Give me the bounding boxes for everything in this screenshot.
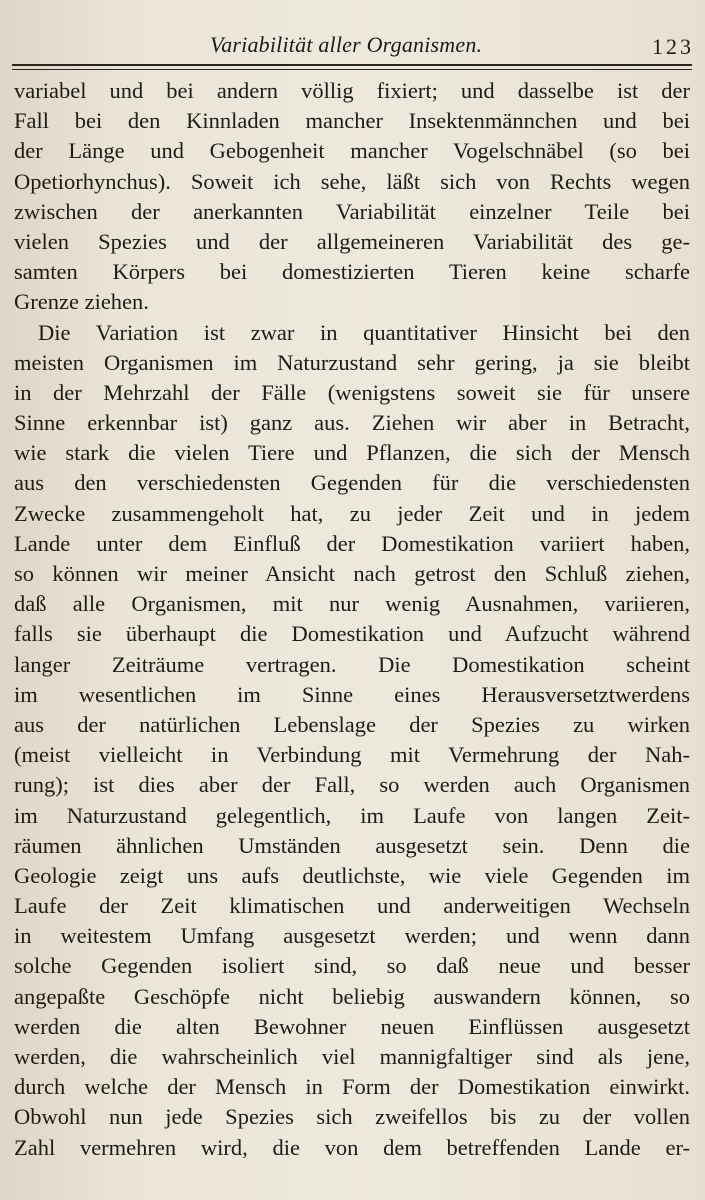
text-line: samten Körpers bei domestizierten Tieren keine scharfe: [14, 259, 690, 285]
body-text: [14, 76, 690, 1163]
text-line: in weitestem Umfang ausgesetzt werden; und wenn dann: [14, 923, 690, 949]
page-number: 123: [652, 34, 694, 59]
text-line: Zahl vermehren wird, die von dem betreffenden Lande er-: [14, 1134, 690, 1160]
text-line: angepaßte Geschöpfe nicht beliebig auswandern können, so: [14, 983, 690, 1009]
text-line: Geologie zeigt uns aufs deutlichste, wie viele Gegenden im: [14, 862, 690, 888]
header-rule-thin: [12, 69, 692, 70]
text-line: Fall bei den Kinnladen mancher Insektenmännchen und bei: [14, 108, 690, 134]
text-line: Lande unter dem Einfluß der Domestikation variiert haben,: [14, 530, 690, 556]
text-line: Grenze ziehen.: [14, 289, 149, 315]
text-line: variabel und bei andern völlig fixiert; und dasselbe ist der: [14, 78, 690, 103]
text-line: im Naturzustand gelegentlich, im Laufe von langen Zeit-: [14, 802, 690, 828]
text-line: Sinne erkennbar ist) ganz aus. Ziehen wir aber in Betracht,: [14, 410, 690, 436]
text-line: solche Gegenden isoliert sind, so daß neue und besser: [14, 953, 690, 979]
text-line: so können wir meiner Ansicht nach getrost den Schluß ziehen,: [14, 561, 690, 586]
text-line: aus den verschiedensten Gegenden für die verschiedensten: [14, 470, 690, 496]
header-rule-thick: [12, 64, 692, 66]
text-line: vielen Spezies und der allgemeineren Variabilität des ge-: [14, 228, 690, 254]
text-line: durch welche der Mensch in Form der Domestikation einwirkt.: [14, 1074, 690, 1100]
text-line: in der Mehrzahl der Fälle (wenigstens soweit sie für unsere: [14, 379, 690, 405]
text-line: werden, die wahrscheinlich viel mannigfaltiger sind als jene,: [14, 1044, 690, 1069]
text-line: der Länge und Gebogenheit mancher Vogelschnäbel (so bei: [14, 138, 690, 164]
text-line: Laufe der Zeit klimatischen und anderweitigen Wechseln: [14, 893, 690, 919]
running-header: [0, 28, 705, 58]
text-line: aus der natürlichen Lebenslage der Spezies zu wirken: [14, 711, 690, 737]
text-line: wie stark die vielen Tiere und Pflanzen, die sich der Mensch: [14, 440, 690, 466]
text-line: meisten Organismen im Naturzustand sehr gering, ja sie bleibt: [14, 349, 690, 375]
text-line: rung); ist dies aber der Fall, so werden auch Organismen: [14, 772, 690, 798]
text-line: räumen ähnlichen Umständen ausgesetzt sein. Denn die: [14, 832, 690, 858]
text-line: Obwohl nun jede Spezies sich zweifellos bis zu der vollen: [14, 1104, 690, 1130]
text-line: langer Zeiträume vertragen. Die Domestikation scheint: [14, 651, 690, 677]
text-line: Zwecke zusammengeholt hat, zu jeder Zeit und in jedem: [14, 500, 690, 526]
running-head-title: Variabilität aller Organismen.: [210, 32, 483, 57]
text-line: zwischen der anerkannten Variabilität einzelner Teile bei: [14, 198, 690, 224]
text-line: werden die alten Bewohner neuen Einflüssen ausgesetzt: [14, 1013, 690, 1039]
text-line: im wesentlichen im Sinne eines Herausversetztwerdens: [14, 681, 690, 707]
text-line: falls sie überhaupt die Domestikation und Aufzucht während: [14, 621, 690, 647]
text-line: Opetiorhynchus). Soweit ich sehe, läßt sich von Rechts wegen: [14, 168, 690, 194]
text-line: daß alle Organismen, mit nur wenig Ausnahmen, variieren,: [14, 591, 690, 617]
text-line: (meist vielleicht in Verbindung mit Vermehrung der Nah-: [14, 742, 690, 768]
text-line: Die Variation ist zwar in quantitativer Hinsicht bei den: [38, 319, 690, 345]
